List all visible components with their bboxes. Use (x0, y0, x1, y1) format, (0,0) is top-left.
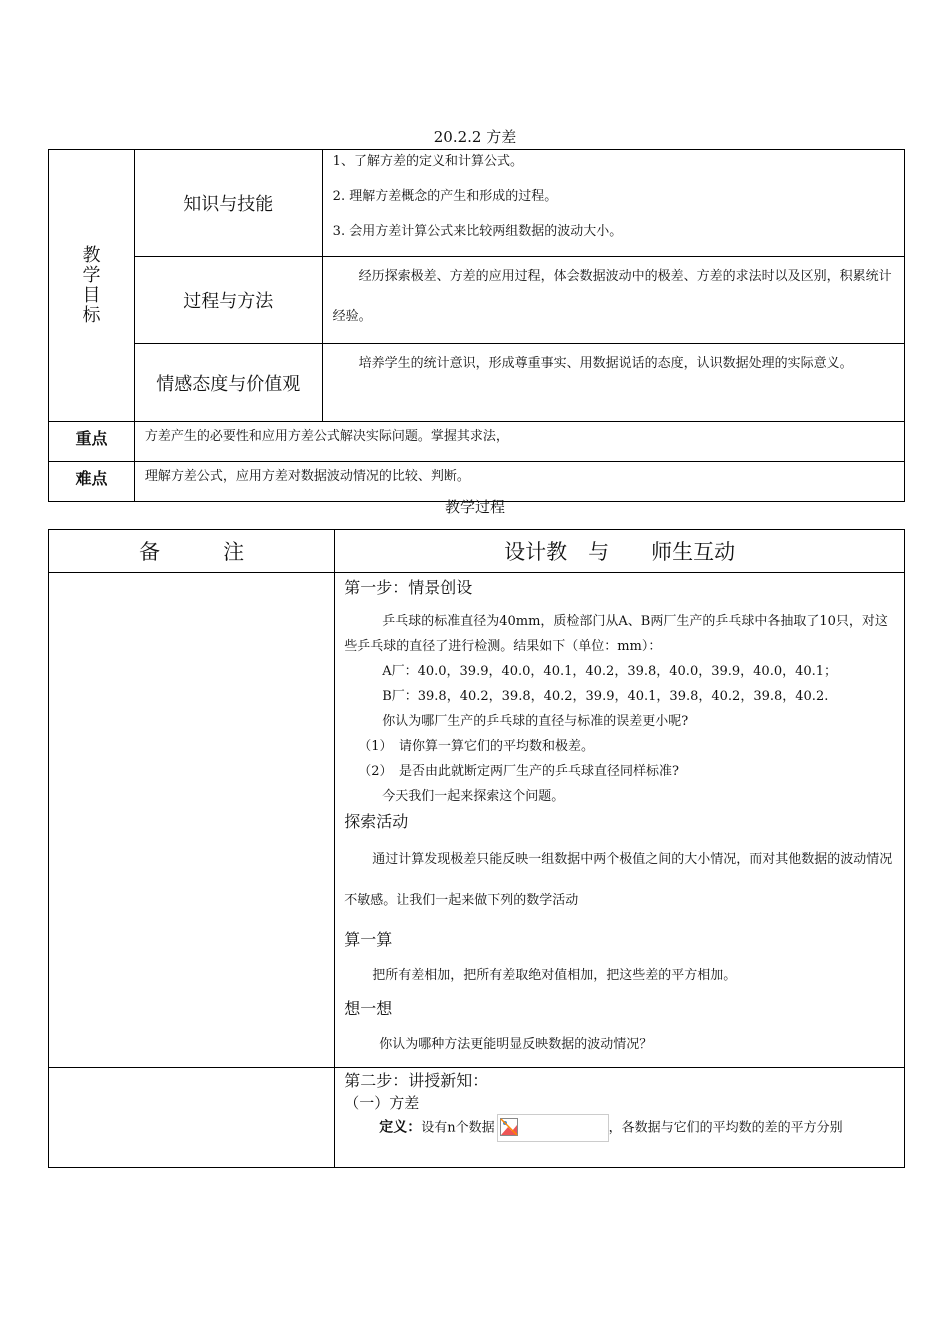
step1-heading: 第一步：情景创设 (344, 578, 473, 597)
process-method-content: 经历探索极差、方差的应用过程，体会数据波动中的极差、方差的求法时以及区别，积累统计经验。 (322, 257, 904, 344)
key-point-content: 方差产生的必要性和应用方差公式解决实际问题。掌握其求法， (134, 422, 904, 462)
document-title: 20.2.2 方差 (433, 128, 517, 146)
step2-heading: 第二步：讲授新知： (344, 1071, 489, 1090)
step2-cell (335, 1068, 905, 1168)
factory-b-data: B厂：39.8，40.2，39.8，40.2，39.9，40.1，39.8，40.2，39.8，40.2. (382, 689, 829, 704)
attitude-label: 情感态度与价值观 (134, 344, 322, 422)
process-method-label: 过程与方法 (134, 257, 322, 344)
knowledge-line: 1、了解方差的定义和计算公式。 (332, 154, 523, 169)
question-2: （2） 是否由此就断定两厂生产的乒乓球直径同样标准? (358, 764, 679, 779)
objectives-vertical-text: 教 学 目 标 (82, 244, 101, 326)
process-title: 教学过程 (444, 498, 505, 516)
question-1: （1） 请你算一算它们的平均数和极差。 (358, 739, 594, 754)
objectives-table (48, 149, 905, 502)
today-line: 今天我们一起来探索这个问题。 (382, 789, 565, 804)
process-table (48, 529, 905, 1168)
step1-question: 你认为哪厂生产的乒乓球的直径与标准的误差更小呢? (382, 714, 689, 729)
notes-cell-2 (49, 1068, 335, 1168)
definition-text-after: ，各数据与它们的平均数的差的平方分别 (608, 1120, 843, 1136)
broken-image-icon (500, 1118, 518, 1136)
interaction-header: 设计教 与 师生互动 (335, 530, 905, 573)
notes-cell (49, 573, 335, 1068)
think-heading: 想一想 (344, 999, 393, 1018)
definition-text-before: 设有n个数据 (421, 1120, 495, 1136)
definition-label: 定义： (379, 1119, 422, 1136)
difficulty-label: 难点 (49, 462, 135, 502)
objectives-group-label (49, 150, 135, 422)
knowledge-content (322, 150, 904, 257)
calc-heading: 算一算 (344, 930, 393, 949)
knowledge-line: 3. 会用方差计算公式来比较两组数据的波动大小。 (332, 224, 623, 239)
step1-cell (335, 573, 905, 1068)
notes-header: 备 注 (49, 530, 335, 573)
knowledge-label: 知识与技能 (134, 150, 322, 257)
difficulty-content: 理解方差公式，应用方差对数据波动情况的比较、判断。 (134, 462, 904, 502)
attitude-content: 培养学生的统计意识，形成尊重事实、用数据说话的态度，认识数据处理的实际意义。 (322, 344, 904, 422)
factory-a-data: A厂：40.0，39.9，40.0，40.1，40.2，39.8，40.0，39.9，40.0，40.1； (382, 664, 838, 679)
calc-text: 把所有差相加，把所有差取绝对值相加，把这些差的平方相加。 (372, 968, 737, 983)
knowledge-line: 2. 理解方差概念的产生和形成的过程。 (332, 189, 558, 204)
key-point-label: 重点 (49, 422, 135, 462)
variance-subheading: （一）方差 (344, 1094, 420, 1112)
explore-text: 通过计算发现极差只能反映一组数据中两个极值之间的大小情况，而对其他数据的波动情况不敏感。让我们一起来做下列的数学活动 (344, 852, 893, 908)
step1-paragraph: 乒乓球的标准直径为40mm，质检部门从A、B两厂生产的乒乓球中各抽取了10只，对这些乒乓球的直径了进行检测。结果如下（单位：mm）： (344, 614, 888, 654)
explore-heading: 探索活动 (344, 812, 409, 831)
formula-image (497, 1114, 609, 1142)
think-text: 你认为哪种方法更能明显反映数据的波动情况？ (379, 1037, 653, 1052)
